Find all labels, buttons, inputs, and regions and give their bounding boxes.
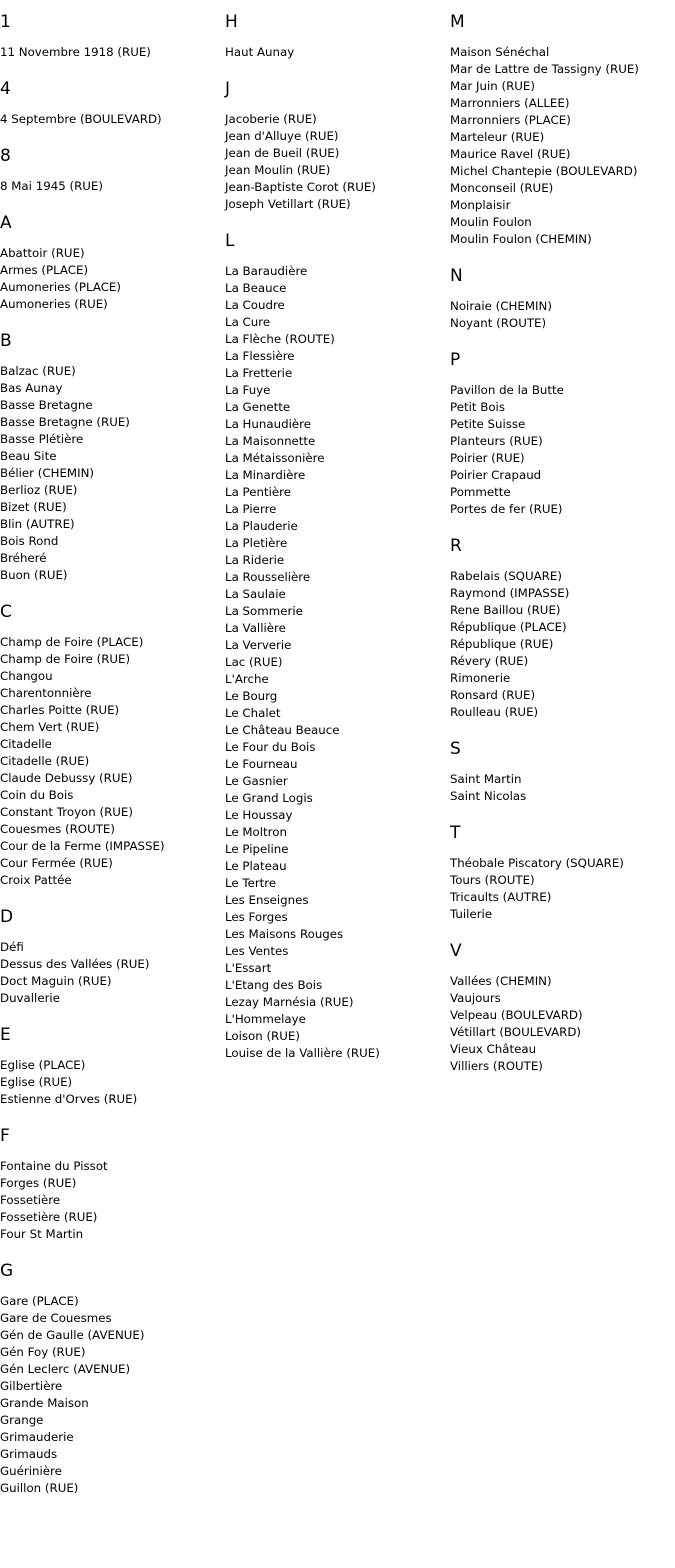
street-link[interactable]: Constant Troyon (RUE) <box>0 805 133 819</box>
street-link[interactable]: Berlioz (RUE) <box>0 483 78 497</box>
street-link[interactable]: Forges (RUE) <box>0 1176 77 1190</box>
street-link[interactable]: La Métaissonière <box>225 451 325 465</box>
street-link[interactable]: Poirier (RUE) <box>450 451 525 465</box>
street-link[interactable]: Le Houssay <box>225 808 293 822</box>
street-link[interactable]: Croix Pattée <box>0 873 72 887</box>
street-link[interactable]: Bréheré <box>0 551 47 565</box>
section-letter-heading: 8 <box>0 146 11 166</box>
street-link[interactable]: Gén Foy (RUE) <box>0 1345 86 1359</box>
letter-section <box>0 1124 225 1243</box>
letter-section <box>225 229 450 1062</box>
street-link[interactable]: Rene Baillou (RUE) <box>450 603 561 617</box>
street-link[interactable]: Les Ventes <box>225 944 289 958</box>
street-link[interactable]: Le Four du Bois <box>225 740 316 754</box>
street-list <box>450 771 675 805</box>
street-link[interactable]: L'Hommelaye <box>225 1012 306 1026</box>
section-letter-heading: F <box>0 1126 10 1146</box>
street-link[interactable]: Blin (AUTRE) <box>0 517 75 531</box>
street-link[interactable]: Buon (RUE) <box>0 568 68 582</box>
street-link[interactable]: Gén Leclerc (AVENUE) <box>0 1362 131 1376</box>
index-column-1 <box>0 10 225 1497</box>
street-link[interactable]: Marronniers (ALLEE) <box>450 96 570 110</box>
street-link[interactable]: Lezay Marnésia (RUE) <box>225 995 354 1009</box>
street-link[interactable]: Raymond (IMPASSE) <box>450 586 570 600</box>
street-link[interactable]: Le Grand Logis <box>225 791 313 805</box>
street-link[interactable]: Jean de Bueil (RUE) <box>225 146 340 160</box>
street-link[interactable]: Saint Nicolas <box>450 789 527 803</box>
street-link[interactable]: Chem Vert (RUE) <box>0 720 100 734</box>
section-letter-heading: V <box>450 941 462 961</box>
street-link[interactable]: Grimauds <box>0 1447 58 1461</box>
street-link[interactable]: Le Plateau <box>225 859 287 873</box>
letter-section <box>0 329 225 584</box>
index-column-2 <box>225 10 450 1062</box>
street-link[interactable]: Aumoneries (RUE) <box>0 297 108 311</box>
street-link[interactable]: Haut Aunay <box>225 45 295 59</box>
street-link[interactable]: Maison Sénéchal <box>450 45 550 59</box>
street-link[interactable]: La Pentière <box>225 485 291 499</box>
street-link[interactable]: Champ de Foire (PLACE) <box>0 635 144 649</box>
section-letter-heading: J <box>225 79 231 99</box>
street-list <box>0 634 225 889</box>
street-link[interactable]: Cour Fermée (RUE) <box>0 856 113 870</box>
street-link[interactable]: Grande Maison <box>0 1396 89 1410</box>
street-link[interactable]: Vétillart (BOULEVARD) <box>450 1025 582 1039</box>
street-link[interactable]: La Flessière <box>225 349 295 363</box>
letter-section <box>0 1259 225 1497</box>
street-link[interactable]: Le Gasnier <box>225 774 288 788</box>
street-list <box>0 44 225 61</box>
street-link[interactable]: La Fretterie <box>225 366 293 380</box>
street-list <box>0 1057 225 1108</box>
street-link[interactable]: Petite Suisse <box>450 417 526 431</box>
section-letter-heading: 1 <box>0 12 11 32</box>
section-letter-heading: C <box>0 602 12 622</box>
street-link[interactable]: Bois Rond <box>0 534 59 548</box>
section-letter-heading: A <box>0 213 12 233</box>
street-link[interactable]: Le Pipeline <box>225 842 289 856</box>
street-link[interactable]: La Coudre <box>225 298 285 312</box>
street-link[interactable]: Armes (PLACE) <box>0 263 89 277</box>
street-link[interactable]: Eglise (RUE) <box>0 1075 73 1089</box>
street-link[interactable]: Bizet (RUE) <box>0 500 67 514</box>
street-link[interactable]: Abattoir (RUE) <box>0 246 85 260</box>
street-link[interactable]: Fossetière (RUE) <box>0 1210 98 1224</box>
letter-section <box>0 905 225 1007</box>
street-link[interactable]: Jean d'Alluye (RUE) <box>225 129 339 143</box>
street-link[interactable]: Joseph Vetillart (RUE) <box>225 197 351 211</box>
street-link[interactable]: Guillon (RUE) <box>0 1481 79 1495</box>
street-link[interactable]: Jean Moulin (RUE) <box>225 163 331 177</box>
section-letter-heading: P <box>450 350 461 370</box>
street-link[interactable]: Changou <box>0 669 53 683</box>
street-link[interactable]: Four St Martin <box>0 1227 84 1241</box>
letter-section <box>0 600 225 889</box>
street-link[interactable]: Citadelle <box>0 737 52 751</box>
street-link[interactable]: Monplaisir <box>450 198 511 212</box>
street-link[interactable]: Poirier Crapaud <box>450 468 542 482</box>
street-link[interactable]: Coin du Bois <box>0 788 74 802</box>
street-link[interactable]: La Sommerie <box>225 604 303 618</box>
letter-section <box>0 77 225 128</box>
street-link[interactable]: Aumoneries (PLACE) <box>0 280 121 294</box>
street-link[interactable]: Basse Bretagne (RUE) <box>0 415 130 429</box>
street-list <box>0 111 225 128</box>
street-link[interactable]: Gilbertière <box>0 1379 63 1393</box>
street-link[interactable]: Le Château Beauce <box>225 723 340 737</box>
letter-section <box>225 10 450 61</box>
street-link[interactable]: La Beauce <box>225 281 287 295</box>
street-link[interactable]: Basse Plétière <box>0 432 84 446</box>
street-link[interactable]: Noyant (ROUTE) <box>450 316 547 330</box>
letter-section <box>0 1023 225 1108</box>
street-link[interactable]: Velpeau (BOULEVARD) <box>450 1008 583 1022</box>
street-list <box>225 44 450 61</box>
section-letter-heading: M <box>450 12 465 32</box>
street-link[interactable]: Champ de Foire (RUE) <box>0 652 131 666</box>
street-link[interactable]: Le Bourg <box>225 689 278 703</box>
street-list <box>0 178 225 195</box>
letter-section <box>0 144 225 195</box>
street-link[interactable]: Rabelais (SQUARE) <box>450 569 562 583</box>
street-link[interactable]: Vallées (CHEMIN) <box>450 974 552 988</box>
street-link[interactable]: Roulleau (RUE) <box>450 705 539 719</box>
street-link[interactable]: Claude Debussy (RUE) <box>0 771 133 785</box>
section-letter-heading: 4 <box>0 79 11 99</box>
street-list <box>225 111 450 213</box>
street-link[interactable]: Dessus des Vallées (RUE) <box>0 957 150 971</box>
street-link[interactable]: Les Maisons Rouges <box>225 927 344 941</box>
section-letter-heading: G <box>0 1261 14 1281</box>
letter-section <box>0 211 225 313</box>
street-link[interactable]: Fossetière <box>0 1193 61 1207</box>
street-link[interactable]: Le Moltron <box>225 825 287 839</box>
street-link[interactable]: Estienne d'Orves (RUE) <box>0 1092 138 1106</box>
street-list <box>450 855 675 923</box>
street-link[interactable]: Michel Chantepie (BOULEVARD) <box>450 164 638 178</box>
street-link[interactable]: Défi <box>0 940 24 954</box>
letter-section <box>450 348 675 518</box>
section-letter-heading: E <box>0 1025 11 1045</box>
street-link[interactable]: Jacoberie (RUE) <box>225 112 317 126</box>
street-link[interactable]: Balzac (RUE) <box>0 364 76 378</box>
street-link[interactable]: Planteurs (RUE) <box>450 434 543 448</box>
street-link[interactable]: Marteleur (RUE) <box>450 130 545 144</box>
street-link[interactable]: L'Etang des Bois <box>225 978 323 992</box>
section-letter-heading: T <box>450 823 461 843</box>
section-letter-heading: R <box>450 536 462 556</box>
street-list <box>450 568 675 721</box>
street-link[interactable]: Villiers (ROUTE) <box>450 1059 543 1073</box>
street-link[interactable]: Rimonerie <box>450 671 511 685</box>
street-link[interactable]: Loison (RUE) <box>225 1029 300 1043</box>
street-link[interactable]: Les Enseignes <box>225 893 309 907</box>
street-link[interactable]: Gén de Gaulle (AVENUE) <box>0 1328 145 1342</box>
letter-section <box>225 77 450 213</box>
street-link[interactable]: Pavillon de la Butte <box>450 383 564 397</box>
street-list <box>450 382 675 518</box>
street-link[interactable]: Moulin Foulon <box>450 215 532 229</box>
street-list <box>450 973 675 1075</box>
letter-section <box>450 821 675 923</box>
street-link[interactable]: Pommette <box>450 485 511 499</box>
section-letter-heading: L <box>225 231 235 251</box>
street-link[interactable]: Louise de la Vallière (RUE) <box>225 1046 380 1060</box>
street-link[interactable]: Monconseil (RUE) <box>450 181 554 195</box>
street-link[interactable]: L'Arche <box>225 672 269 686</box>
section-letter-heading: B <box>0 331 12 351</box>
street-link[interactable]: La Rousselière <box>225 570 311 584</box>
street-link[interactable]: Cour de la Ferme (IMPASSE) <box>0 839 165 853</box>
street-link[interactable]: La Flèche (ROUTE) <box>225 332 335 346</box>
street-link[interactable]: Maurice Ravel (RUE) <box>450 147 571 161</box>
street-link[interactable]: Le Tertre <box>225 876 277 890</box>
letter-section <box>0 10 225 61</box>
street-link[interactable]: La Baraudière <box>225 264 308 278</box>
street-link[interactable]: La Minardière <box>225 468 306 482</box>
street-link[interactable]: Lac (RUE) <box>225 655 283 669</box>
street-link[interactable]: Le Chalet <box>225 706 281 720</box>
section-letter-heading: H <box>225 12 238 32</box>
section-letter-heading: D <box>0 907 14 927</box>
street-link[interactable]: Tricaults (AUTRE) <box>450 890 552 904</box>
street-link[interactable]: Bélier (CHEMIN) <box>0 466 95 480</box>
street-link[interactable]: Bas Aunay <box>0 381 63 395</box>
street-link[interactable]: République (PLACE) <box>450 620 567 634</box>
street-list <box>450 44 675 248</box>
street-link[interactable]: Grange <box>0 1413 44 1427</box>
street-link[interactable]: Charentonnière <box>0 686 92 700</box>
street-link[interactable]: Révery (RUE) <box>450 654 529 668</box>
street-link[interactable]: 4 Septembre (BOULEVARD) <box>0 112 162 126</box>
street-link[interactable]: Tuilerie <box>450 907 493 921</box>
street-link[interactable]: Citadelle (RUE) <box>0 754 90 768</box>
street-link[interactable]: La Hunaudière <box>225 417 311 431</box>
street-link[interactable]: Les Forges <box>225 910 288 924</box>
street-link[interactable]: La Ververie <box>225 638 292 652</box>
street-link[interactable]: Beau Site <box>0 449 57 463</box>
street-link[interactable]: L'Essart <box>225 961 272 975</box>
letter-section <box>450 939 675 1075</box>
street-link[interactable]: 8 Mai 1945 (RUE) <box>0 179 103 193</box>
street-list <box>0 1293 225 1497</box>
street-link[interactable]: La Cure <box>225 315 271 329</box>
street-link[interactable]: Fontaine du Pissot <box>0 1159 108 1173</box>
letter-section <box>450 264 675 332</box>
section-letter-heading: N <box>450 266 463 286</box>
street-link[interactable]: La Fuye <box>225 383 271 397</box>
street-link[interactable]: Guérinière <box>0 1464 62 1478</box>
street-list <box>0 939 225 1007</box>
street-link[interactable]: La Saulaie <box>225 587 286 601</box>
street-link[interactable]: Basse Bretagne <box>0 398 93 412</box>
street-link[interactable]: La Vallière <box>225 621 286 635</box>
street-list <box>0 363 225 584</box>
street-link[interactable]: Portes de fer (RUE) <box>450 502 563 516</box>
street-link[interactable]: Ronsard (RUE) <box>450 688 536 702</box>
index-column-3 <box>450 10 675 1075</box>
street-link[interactable]: Théobale Piscatory (SQUARE) <box>450 856 624 870</box>
street-link[interactable]: Mar Juin (RUE) <box>450 79 535 93</box>
street-list <box>0 245 225 313</box>
street-link[interactable]: La Pletière <box>225 536 288 550</box>
street-link[interactable]: La Plauderie <box>225 519 298 533</box>
street-link[interactable]: 11 Novembre 1918 (RUE) <box>0 45 151 59</box>
street-link[interactable]: La Riderie <box>225 553 285 567</box>
street-link[interactable]: La Genette <box>225 400 291 414</box>
letter-section <box>450 534 675 721</box>
street-list <box>450 298 675 332</box>
street-link[interactable]: Saint Martin <box>450 772 522 786</box>
street-link[interactable]: La Pierre <box>225 502 277 516</box>
street-link[interactable]: Charles Poitte (RUE) <box>0 703 120 717</box>
street-link[interactable]: Gare (PLACE) <box>0 1294 79 1308</box>
street-link[interactable]: Grimauderie <box>0 1430 74 1444</box>
street-list <box>0 1158 225 1243</box>
street-link[interactable]: Gare de Couesmes <box>0 1311 112 1325</box>
street-list <box>225 263 450 1062</box>
street-link[interactable]: Eglise (PLACE) <box>0 1058 86 1072</box>
street-link[interactable]: Moulin Foulon (CHEMIN) <box>450 232 592 246</box>
street-link[interactable]: Jean-Baptiste Corot (RUE) <box>225 180 376 194</box>
street-link[interactable]: Duvallerie <box>0 991 60 1005</box>
street-link[interactable]: Vieux Château <box>450 1042 537 1056</box>
street-link[interactable]: La Maisonnette <box>225 434 316 448</box>
street-link[interactable]: Noiraie (CHEMIN) <box>450 299 552 313</box>
section-letter-heading: S <box>450 739 461 759</box>
street-link[interactable]: Tours (ROUTE) <box>450 873 535 887</box>
street-link[interactable]: Le Fourneau <box>225 757 298 771</box>
street-link[interactable]: Petit Bois <box>450 400 505 414</box>
street-link[interactable]: Mar de Lattre de Tassigny (RUE) <box>450 62 639 76</box>
letter-section <box>450 10 675 248</box>
street-link[interactable]: Marronniers (PLACE) <box>450 113 571 127</box>
letter-section <box>450 737 675 805</box>
street-link[interactable]: Couesmes (ROUTE) <box>0 822 115 836</box>
street-link[interactable]: Doct Maguin (RUE) <box>0 974 112 988</box>
street-link[interactable]: République (RUE) <box>450 637 554 651</box>
street-link[interactable]: Vaujours <box>450 991 501 1005</box>
